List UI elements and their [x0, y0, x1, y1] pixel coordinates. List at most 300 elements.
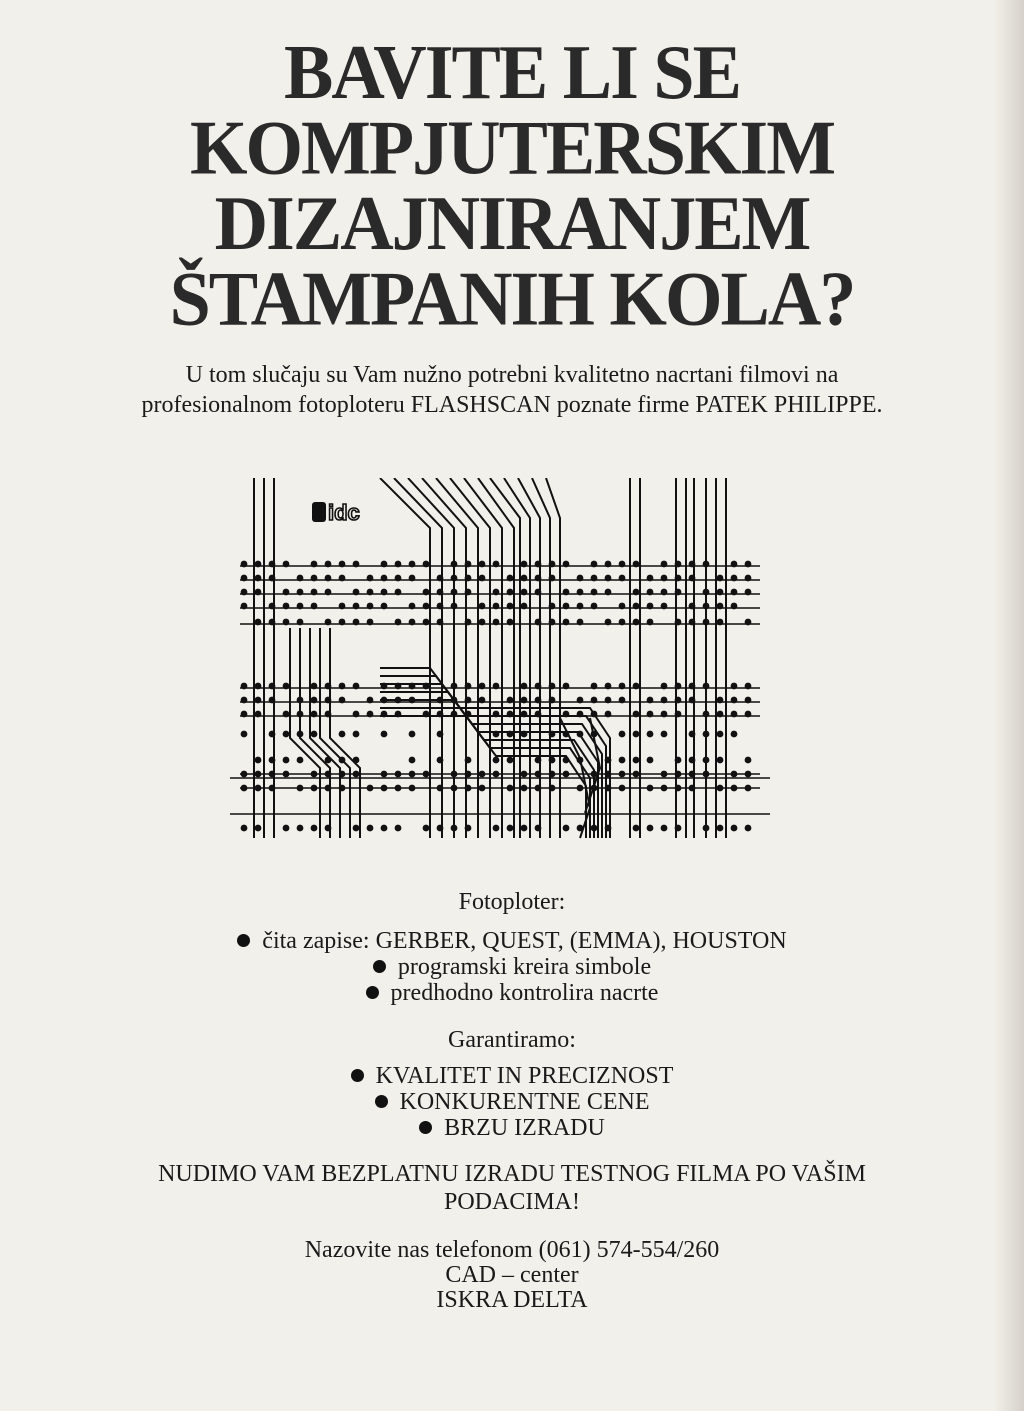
pcb-pad: [465, 683, 472, 690]
pcb-pad: [465, 825, 472, 832]
pcb-pad: [647, 697, 654, 704]
pcb-pad: [493, 603, 500, 610]
list-item: čita zapise: GERBER, QUEST, (EMMA), HOUSTON: [0, 928, 1024, 954]
pcb-pad: [381, 711, 388, 718]
pcb-pad: [689, 561, 696, 568]
pcb-pad: [661, 785, 668, 792]
pcb-pad: [451, 771, 458, 778]
pcb-pad: [549, 619, 556, 626]
pcb-pad: [423, 589, 430, 596]
pcb-pads: [241, 561, 752, 832]
garantiramo-title: Garantiramo:: [448, 1027, 576, 1053]
pcb-pad: [731, 825, 738, 832]
pcb-artwork-image: [230, 478, 770, 870]
pcb-pad: [395, 771, 402, 778]
pcb-pad: [367, 575, 374, 582]
pcb-pad: [577, 825, 584, 832]
pcb-pad: [269, 697, 276, 704]
pcb-pad: [591, 589, 598, 596]
pcb-pad: [675, 771, 682, 778]
list-item: KVALITET IN PRECIZNOST: [0, 1063, 1024, 1089]
pcb-pad: [661, 683, 668, 690]
pcb-pad: [339, 785, 346, 792]
pcb-pad: [703, 589, 710, 596]
pcb-pad: [619, 683, 626, 690]
pcb-pad: [255, 683, 262, 690]
pcb-pad: [353, 589, 360, 596]
pcb-pad: [395, 785, 402, 792]
pcb-pad: [549, 771, 556, 778]
pcb-trace: [380, 668, 610, 838]
pcb-pad: [563, 771, 570, 778]
free-test-offer: [100, 1160, 924, 1216]
pcb-pad: [731, 589, 738, 596]
pcb-trace: [490, 478, 520, 838]
pcb-pad: [311, 731, 318, 738]
pcb-trace: [422, 478, 466, 838]
pcb-pad: [255, 711, 262, 718]
pcb-pad: [563, 757, 570, 764]
pcb-pad: [465, 589, 472, 596]
offer-line-1: NUDIMO VAM BEZPLATNU IZRADU TESTNOG FILMA PO VAŠIM: [158, 1161, 866, 1187]
pcb-pad: [605, 785, 612, 792]
pcb-pad: [437, 603, 444, 610]
pcb-pad: [521, 683, 528, 690]
pcb-pad: [353, 619, 360, 626]
pcb-pad: [325, 825, 332, 832]
pcb-pad: [591, 603, 598, 610]
pcb-pad: [437, 711, 444, 718]
pcb-pad: [381, 731, 388, 738]
pcb-pad: [591, 683, 598, 690]
pcb-pad: [493, 757, 500, 764]
pcb-pad: [297, 603, 304, 610]
pcb-pad: [703, 731, 710, 738]
fotoploter-title: Fotoploter:: [458, 889, 566, 915]
pcb-pad: [731, 561, 738, 568]
garantiramo-list: [0, 1063, 1024, 1141]
pcb-pad: [283, 731, 290, 738]
pcb-trace: [394, 478, 442, 838]
pcb-pad: [409, 771, 416, 778]
pcb-pad: [549, 731, 556, 738]
contact-phone: Nazovite nas telefonom (061) 574-554/260: [304, 1237, 720, 1263]
pcb-pad: [661, 589, 668, 596]
pcb-pad: [353, 561, 360, 568]
pcb-pad: [507, 697, 514, 704]
pcb-pad: [381, 603, 388, 610]
idc-logo: [312, 500, 360, 525]
pcb-pad: [269, 683, 276, 690]
pcb-pad: [535, 561, 542, 568]
pcb-pad: [675, 561, 682, 568]
pcb-pad: [339, 603, 346, 610]
pcb-pad: [381, 785, 388, 792]
pcb-pad: [703, 757, 710, 764]
pcb-pad: [521, 575, 528, 582]
pcb-pad: [353, 683, 360, 690]
pcb-pad: [395, 575, 402, 582]
pcb-pad: [717, 825, 724, 832]
pcb-pad: [479, 785, 486, 792]
pcb-pad: [745, 825, 752, 832]
pcb-pad: [255, 825, 262, 832]
pcb-pad: [255, 697, 262, 704]
pcb-pad: [549, 575, 556, 582]
pcb-pad: [619, 619, 626, 626]
pcb-pad: [605, 697, 612, 704]
pcb-pad: [745, 575, 752, 582]
pcb-pad: [507, 711, 514, 718]
pcb-pad: [605, 561, 612, 568]
pcb-pad: [255, 757, 262, 764]
pcb-trace: [320, 628, 350, 838]
pcb-pad: [703, 683, 710, 690]
pcb-pad: [521, 589, 528, 596]
pcb-pad: [521, 697, 528, 704]
pcb-pad: [395, 619, 402, 626]
pcb-pad: [605, 825, 612, 832]
pcb-pad: [661, 603, 668, 610]
pcb-pad: [311, 697, 318, 704]
pcb-pad: [493, 711, 500, 718]
pcb-pad: [297, 731, 304, 738]
pcb-pad: [409, 575, 416, 582]
pcb-pad: [297, 619, 304, 626]
list-item: predhodno kontrolira nacrte: [0, 980, 1024, 1006]
pcb-pad: [647, 619, 654, 626]
pcb-pad: [647, 731, 654, 738]
pcb-pad: [339, 771, 346, 778]
headline: [0, 29, 1024, 343]
pcb-pad: [675, 757, 682, 764]
pcb-pad: [311, 589, 318, 596]
pcb-pad: [535, 825, 542, 832]
pcb-pad: [423, 603, 430, 610]
pcb-pad: [451, 683, 458, 690]
pcb-pad: [493, 589, 500, 596]
intro-line-2: profesionalnom fotoploteru FLASHSCAN poznate firme PATEK PHILIPPE.: [141, 392, 883, 418]
pcb-pad: [689, 683, 696, 690]
pcb-pad: [605, 757, 612, 764]
pcb-pad: [451, 603, 458, 610]
pcb-pad: [339, 731, 346, 738]
pcb-pad: [255, 575, 262, 582]
pcb-pad: [451, 785, 458, 792]
pcb-pad: [521, 711, 528, 718]
pcb-pad: [381, 575, 388, 582]
pcb-pad: [647, 603, 654, 610]
pcb-pad: [493, 825, 500, 832]
pcb-pad: [241, 589, 248, 596]
pcb-pad: [409, 757, 416, 764]
pcb-pad: [745, 589, 752, 596]
contact-department: CAD – center: [445, 1262, 579, 1288]
pcb-pad: [675, 785, 682, 792]
pcb-pad: [563, 731, 570, 738]
pcb-pad: [605, 771, 612, 778]
pcb-pad: [535, 683, 542, 690]
pcb-pad: [325, 619, 332, 626]
pcb-pad: [549, 603, 556, 610]
pcb-pad: [745, 757, 752, 764]
pcb-pad: [605, 711, 612, 718]
pcb-pad: [465, 771, 472, 778]
pcb-pad: [745, 697, 752, 704]
pcb-pad: [395, 711, 402, 718]
pcb-pad: [353, 825, 360, 832]
pcb-pad: [563, 825, 570, 832]
pcb-pad: [591, 697, 598, 704]
list-item: programski kreira simbole: [0, 954, 1024, 980]
intro-paragraph: [60, 360, 964, 420]
pcb-pad: [493, 561, 500, 568]
idc-logo-text: idc: [328, 500, 360, 525]
pcb-pad: [535, 619, 542, 626]
pcb-pad: [367, 603, 374, 610]
pcb-pad: [241, 697, 248, 704]
pcb-pad: [577, 575, 584, 582]
pcb-pad: [633, 561, 640, 568]
pcb-trace: [504, 478, 530, 838]
pcb-pad: [283, 711, 290, 718]
pcb-pad: [563, 683, 570, 690]
pcb-pad: [521, 771, 528, 778]
pcb-pad: [521, 825, 528, 832]
pcb-pad: [241, 771, 248, 778]
pcb-pad: [731, 575, 738, 582]
pcb-pad: [325, 711, 332, 718]
pcb-pad: [619, 603, 626, 610]
bullet-icon: [366, 986, 379, 999]
pcb-pad: [689, 697, 696, 704]
pcb-pad: [451, 589, 458, 596]
pcb-pad: [703, 619, 710, 626]
bullet-icon: [373, 960, 386, 973]
pcb-pad: [283, 589, 290, 596]
pcb-pad: [381, 697, 388, 704]
pcb-pad: [241, 561, 248, 568]
bullet-icon: [375, 1095, 388, 1108]
pcb-pad: [633, 683, 640, 690]
pcb-pad: [465, 697, 472, 704]
pcb-pad: [633, 771, 640, 778]
pcb-pad: [745, 785, 752, 792]
pcb-pad: [507, 619, 514, 626]
pcb-pad: [591, 731, 598, 738]
pcb-trace: [464, 478, 502, 838]
pcb-pad: [619, 731, 626, 738]
pcb-pad: [339, 697, 346, 704]
pcb-pad: [689, 771, 696, 778]
pcb-trace: [450, 478, 490, 838]
pcb-pad: [661, 697, 668, 704]
pcb-pad: [325, 561, 332, 568]
pcb-pad: [731, 683, 738, 690]
pcb-pad: [689, 731, 696, 738]
pcb-pad: [367, 785, 374, 792]
pcb-pad: [241, 683, 248, 690]
headline-line-2: KOMPJUTERSKIM: [189, 105, 835, 192]
pcb-pad: [731, 771, 738, 778]
pcb-pad: [675, 575, 682, 582]
pcb-trace: [380, 478, 430, 838]
pcb-pad: [549, 697, 556, 704]
pcb-pad: [577, 757, 584, 764]
pcb-pad: [675, 589, 682, 596]
pcb-pad: [283, 619, 290, 626]
pcb-pad: [647, 825, 654, 832]
pcb-pad: [661, 711, 668, 718]
pcb-pad: [591, 561, 598, 568]
pcb-pad: [353, 771, 360, 778]
pcb-pad: [423, 619, 430, 626]
pcb-pad: [437, 757, 444, 764]
pcb-pad: [731, 697, 738, 704]
pcb-pad: [507, 603, 514, 610]
pcb-pad: [395, 561, 402, 568]
pcb-pad: [255, 771, 262, 778]
pcb-pad: [437, 575, 444, 582]
pcb-pad: [311, 711, 318, 718]
pcb-pad: [381, 683, 388, 690]
bullet-icon: [419, 1121, 432, 1134]
pcb-pad: [731, 603, 738, 610]
pcb-pad: [409, 683, 416, 690]
pcb-pad: [507, 731, 514, 738]
pcb-pad: [409, 603, 416, 610]
pcb-pad: [549, 785, 556, 792]
pcb-pad: [241, 731, 248, 738]
pcb-pad: [661, 561, 668, 568]
pcb-pad: [605, 619, 612, 626]
pcb-pad: [605, 683, 612, 690]
pcb-pad: [311, 785, 318, 792]
intro-line-1: U tom slučaju su Vam nužno potrebni kvalitetno nacrtani filmovi na: [185, 362, 839, 388]
pcb-pad: [577, 711, 584, 718]
pcb-pad: [339, 561, 346, 568]
pcb-pad: [591, 771, 598, 778]
pcb-pad: [717, 697, 724, 704]
pcb-pad: [465, 619, 472, 626]
pcb-pad: [745, 771, 752, 778]
pcb-pad: [297, 697, 304, 704]
pcb-pad: [269, 603, 276, 610]
pcb-pad: [591, 825, 598, 832]
pcb-pad: [521, 785, 528, 792]
pcb-pad: [619, 697, 626, 704]
pcb-pad: [563, 561, 570, 568]
bullet-icon: [237, 934, 250, 947]
pcb-pad: [283, 603, 290, 610]
pcb-pad: [297, 785, 304, 792]
pcb-pad: [395, 825, 402, 832]
pcb-pad: [647, 785, 654, 792]
pcb-pad: [633, 731, 640, 738]
pcb-pad: [605, 575, 612, 582]
pcb-pad: [269, 785, 276, 792]
pcb-pad: [675, 825, 682, 832]
pcb-pad: [423, 561, 430, 568]
pcb-pad: [605, 589, 612, 596]
pcb-pad: [311, 771, 318, 778]
pcb-pad: [745, 619, 752, 626]
pcb-pad: [353, 603, 360, 610]
pcb-pad: [689, 785, 696, 792]
pcb-pad: [241, 711, 248, 718]
pcb-pad: [493, 683, 500, 690]
pcb-pad: [269, 757, 276, 764]
contact-block: [0, 1238, 1024, 1313]
pcb-pad: [409, 697, 416, 704]
pcb-pad: [689, 575, 696, 582]
pcb-pad: [451, 575, 458, 582]
pcb-pad: [465, 757, 472, 764]
pcb-pad: [633, 711, 640, 718]
pcb-pad: [745, 711, 752, 718]
pcb-pad: [465, 711, 472, 718]
pcb-pad: [703, 711, 710, 718]
pcb-pad: [297, 825, 304, 832]
pcb-pad: [437, 589, 444, 596]
pcb-pad: [717, 711, 724, 718]
pcb-pad: [423, 711, 430, 718]
pcb-pad: [255, 619, 262, 626]
pcb-pad: [521, 561, 528, 568]
pcb-pad: [717, 619, 724, 626]
pcb-pad: [619, 757, 626, 764]
offer-line-2: PODACIMA!: [443, 1189, 580, 1215]
pcb-pad: [437, 697, 444, 704]
pcb-pad: [325, 683, 332, 690]
pcb-pad: [395, 697, 402, 704]
pcb-pad: [633, 589, 640, 596]
pcb-pad: [633, 757, 640, 764]
pcb-pad: [689, 757, 696, 764]
pcb-pad: [493, 771, 500, 778]
pcb-pad: [465, 575, 472, 582]
pcb-pad: [647, 575, 654, 582]
pcb-pad: [675, 683, 682, 690]
pcb-pad: [311, 575, 318, 582]
pcb-pad: [717, 603, 724, 610]
pcb-pad: [325, 771, 332, 778]
pcb-pad: [675, 619, 682, 626]
pcb-pad: [535, 785, 542, 792]
pcb-pad: [633, 619, 640, 626]
pcb-pad: [423, 825, 430, 832]
pcb-pad: [647, 757, 654, 764]
pcb-pad: [689, 603, 696, 610]
pcb-pad: [507, 785, 514, 792]
pcb-pad: [479, 561, 486, 568]
pcb-pad: [493, 619, 500, 626]
pcb-pad: [297, 757, 304, 764]
pcb-pad: [437, 825, 444, 832]
pcb-pad: [479, 619, 486, 626]
pcb-pad: [325, 575, 332, 582]
pcb-pad: [311, 603, 318, 610]
pcb-pad: [577, 785, 584, 792]
pcb-pad: [269, 619, 276, 626]
pcb-pad: [493, 731, 500, 738]
pcb-traces: [230, 478, 770, 838]
pcb-pad: [451, 697, 458, 704]
pcb-pad: [479, 603, 486, 610]
pcb-pad: [633, 603, 640, 610]
pcb-pad: [367, 711, 374, 718]
pcb-pad: [535, 711, 542, 718]
